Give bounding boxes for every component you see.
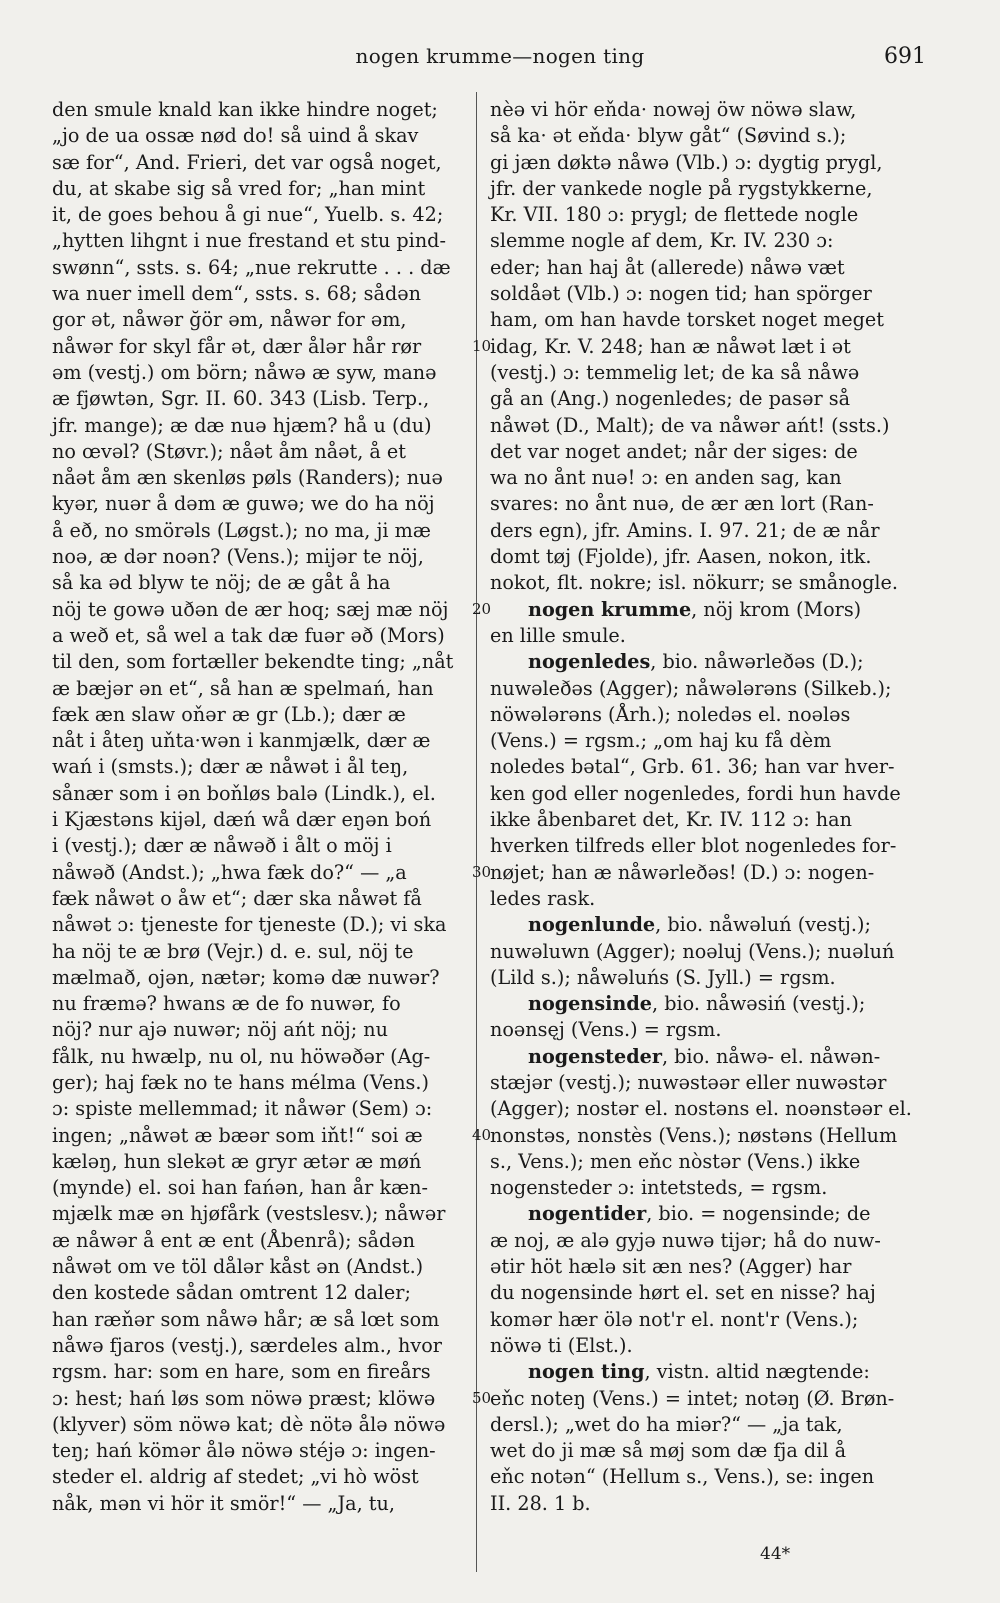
right-column-line: [490, 386, 930, 412]
page-number: 691: [884, 44, 926, 69]
left-column-line: nåwəð (Andst.); „hwa fæk do?“ — „a: [52, 860, 407, 884]
entry-text: ikke åbenbaret det, Kr. IV. 112 ɔ: han: [490, 808, 852, 832]
right-column-line: [490, 1491, 930, 1517]
entry-text: så ka· ət eňda· blyw gåt“ (Søvind s.);: [490, 124, 847, 148]
entry-line: [490, 1201, 930, 1227]
right-column-line: [490, 228, 930, 254]
right-column-line: [490, 518, 930, 544]
line-number: 20: [472, 599, 492, 618]
left-column-line: fæk æn slaw oňər æ gr (Lb.); dær æ: [52, 702, 406, 726]
entry-text: nuwəluwn (Agger); noəluj (Vens.); nuəluń: [490, 939, 895, 963]
right-column-line: [490, 939, 930, 965]
left-column-line: jfr. mange); æ dæ nuə hjæm? hå u (du): [52, 413, 432, 437]
right-column: [490, 97, 930, 1517]
right-column-line: [490, 702, 930, 728]
entry-headword: nogensinde: [528, 992, 652, 1016]
entry-text: nogensteder ɔ: intetsteds, = rgsm.: [490, 1176, 828, 1200]
entry-text: , bio. nåwərleðəs (D.);: [650, 650, 864, 674]
entry-text: soldåət (Vlb.) ɔ: nogen tid; han spörger: [490, 282, 872, 306]
line-number: 50: [472, 1388, 492, 1407]
left-column-line: æ bæjər ən et“, så han æ spelmań, han: [52, 676, 434, 700]
left-column-line: æ nåwər å ent æ ent (Åbenrå); sådən: [52, 1228, 415, 1252]
left-column-line: teŋ; hań kömər ålə nöwə stéjə ɔ: ingen-: [52, 1439, 436, 1463]
right-column-line: [490, 97, 930, 123]
line-number: 30: [472, 862, 492, 881]
left-column-line: ger); haj fæk no te hans mélma (Vens.): [52, 1070, 429, 1094]
right-column-line: [490, 255, 930, 281]
entry-text: , bio. nåwəsiń (vestj.);: [652, 992, 866, 1016]
right-column-line: [490, 1096, 930, 1122]
entry-text: , bio. nåwəluń (vestj.);: [655, 913, 871, 937]
entry-text: noənsęj (Vens.) = rgsm.: [490, 1018, 722, 1042]
entry-text: (Lild s.); nåwəluńs (S. Jyll.) = rgsm.: [490, 965, 836, 989]
left-column-line: nåwər for skyl får ət, dær ålər hår rør: [52, 334, 422, 358]
left-column-line: nåwə fjaros (vestj.), særdeles alm., hvor: [52, 1333, 442, 1357]
left-column-line: (klyver) söm nöwə kat; dè nötə ålə nöwə: [52, 1412, 446, 1436]
entry-text: nøjet; han æ nåwərleðəs! (D.) ɔ: nogen-: [490, 860, 875, 884]
left-column-line: så ka əd blyw te nöj; de æ gåt å ha: [52, 571, 391, 595]
left-column-line: noə, æ dər noən? (Vens.); mijər te nöj,: [52, 545, 424, 569]
line-number: 10: [472, 336, 492, 355]
left-column-line: nåt i åteŋ uňta·wən i kanmjælk, dær æ: [52, 729, 431, 753]
right-column-line: [490, 807, 930, 833]
right-column-line: [490, 965, 930, 991]
entry-text: (vestj.) ɔ: temmelig let; de ka så nåwə: [490, 360, 860, 384]
entry-text: nöwə ti (Elst.).: [490, 1333, 633, 1357]
entry-text: jfr. der vankede nogle på rygstykkerne,: [490, 176, 873, 200]
right-column-line: [490, 1149, 930, 1175]
entry-line: [490, 1359, 930, 1385]
left-column-line: nöj? nur ajə nuwər; nöj ańt nöj; nu: [52, 1018, 389, 1042]
entry-text: eňc notən“ (Hellum s., Vens.), se: ingen: [490, 1465, 875, 1489]
entry-text: noledes bətal“, Grb. 61. 36; han var hver-: [490, 755, 895, 779]
right-column-line: [490, 544, 930, 570]
right-column-line: [490, 570, 930, 596]
left-column-line: du, at skabe sig så vred for; „han mint: [52, 176, 426, 200]
left-column-line: nåk, mən vi hör it smör!“ — „Ja, tu,: [52, 1491, 395, 1515]
right-column-line: [490, 1228, 930, 1254]
right-column-line: [490, 754, 930, 780]
right-column-line: [490, 307, 930, 333]
left-column-line: ɔ: spiste mellemmad; it nåwər (Sem) ɔ:: [52, 1097, 433, 1121]
signature-mark: 44*: [760, 1544, 791, 1564]
right-column-line: [490, 886, 930, 912]
left-column-line: i Kjæstəns kijəl, dæń wå dær eŋən boń: [52, 808, 432, 832]
entry-text: nèə vi hör eňda· nowəj öw nöwə slaw,: [490, 98, 857, 121]
entry-line: [490, 912, 930, 938]
left-column-line: əm (vestj.) om börn; nåwə æ syw, manə: [52, 360, 437, 384]
left-column-line: til den, som fortæller bekendte ting; „nåt: [52, 650, 454, 674]
line-number: 40: [472, 1125, 492, 1144]
entry-line: [490, 991, 930, 1017]
right-column-line: [490, 491, 930, 517]
right-column-line: [490, 150, 930, 176]
right-column-line: [490, 465, 930, 491]
entry-text: idag, Kr. V. 248; han æ nåwət læt i ət: [490, 334, 851, 358]
entry-text: domt tøj (Fjolde), jfr. Aasen, nokon, itk.: [490, 545, 872, 569]
right-column-line: [490, 1017, 930, 1043]
entry-text: , bio. nåwə- el. nåwən-: [661, 1044, 881, 1068]
right-column-line: [490, 1175, 930, 1201]
entry-headword: nogenlunde: [528, 913, 656, 937]
entry-text: en lille smule.: [490, 623, 626, 647]
entry-headword: nogen ting: [528, 1360, 645, 1384]
entry-headword: nogenledes: [528, 650, 651, 674]
entry-text: wet do ji mæ så møj som dæ fja dil å: [490, 1439, 847, 1463]
right-column-line: [490, 1307, 930, 1333]
right-column-line: [490, 439, 930, 465]
entry-text: ham, om han havde torsket noget meget: [490, 308, 884, 332]
left-column-line: „jo de ua ossæ nød do! så uind å skav: [52, 124, 419, 148]
entry-text: komər hær ölə not'r el. nont'r (Vens.);: [490, 1307, 859, 1331]
running-head: [0, 44, 1000, 74]
left-column-line: (mynde) el. soi han fańən, han år kæn-: [52, 1176, 428, 1200]
entry-text: gå an (Ang.) nogenledes; de pasər så: [490, 387, 851, 411]
right-column-line: [490, 860, 930, 886]
entry-text: s., Vens.); men eňc nòstər (Vens.) ikke: [490, 1149, 861, 1173]
entry-headword: nogensteder: [528, 1044, 662, 1068]
left-column-line: kæləŋ, hun slekət æ gryr ætər æ møń: [52, 1149, 422, 1173]
right-column-line: [490, 676, 930, 702]
entry-text: ken god eller nogenledes, fordi hun havde: [490, 781, 901, 805]
right-column-line: [490, 833, 930, 859]
left-column-line: mælmað, ojən, nætər; komə dæ nuwər?: [52, 965, 440, 989]
right-column-line: [490, 1333, 930, 1359]
left-column-line: nöj te gowə uðən de ær hoq; sæj mæ nöj: [52, 597, 449, 621]
left-column-line: „hytten lihgnt i nue frestand et stu pind-: [52, 229, 446, 253]
left-column-line: æ fjøwtən, Sgr. II. 60. 343 (Lisb. Terp.,: [52, 387, 430, 411]
entry-text: eder; han haj åt (allerede) nåwə væt: [490, 255, 845, 279]
left-column-line: gor ət, nåwər ğör əm, nåwər for əm,: [52, 308, 407, 332]
right-column-line: [490, 1386, 930, 1412]
right-column-line: [490, 1254, 930, 1280]
left-column-line: rgsm. har: som en hare, som en fireårs: [52, 1360, 431, 1384]
entry-text: (Agger); nostər el. nostəns el. noənstəər el.: [490, 1097, 912, 1121]
right-column-line: [490, 176, 930, 202]
entry-text: wa no ånt nuə! ɔ: en anden sag, kan: [490, 466, 842, 490]
left-column-line: ha nöj te æ brø (Vejr.) d. e. sul, nöj te: [52, 939, 414, 963]
entry-line: [490, 597, 930, 623]
running-title: nogen krumme—nogen ting: [355, 44, 645, 68]
entry-text: eňc noteŋ (Vens.) = intet; notəŋ (Ø. Brøn-: [490, 1386, 895, 1410]
right-column-line: [490, 728, 930, 754]
entry-text: nonstəs, nonstès (Vens.); nøstəns (Hellum: [490, 1123, 898, 1147]
left-column-line: i (vestj.); dær æ nåwəð i ålt o möj i: [52, 834, 392, 858]
left-column-line: wa nuer imell dem“, ssts. s. 68; sådən: [52, 282, 421, 306]
right-column-line: [490, 1280, 930, 1306]
right-column-line: [490, 123, 930, 149]
entry-text: , bio. = nogensinde; de: [646, 1202, 871, 1226]
entry-text: dersl.); „wet do ha miər?“ — „ja tak,: [490, 1412, 843, 1436]
entry-text: (Vens.) = rgsm.; „om haj ku få dèm: [490, 729, 832, 753]
entry-text: det var noget andet; når der siges: de: [490, 439, 858, 463]
left-column-line: nåət åm æn skenløs pøls (Randers); nuə: [52, 466, 443, 490]
entry-text: ətir höt hælə sit æn nes? (Agger) har: [490, 1255, 852, 1279]
entry-text: slemme nogle af dem, Kr. IV. 230 ɔ:: [490, 229, 834, 253]
entry-line: [490, 1044, 930, 1070]
right-column-line: [490, 202, 930, 228]
left-column-line: ingen; „nåwət æ bæər som iňt!“ soi æ: [52, 1123, 423, 1147]
left-column-line: ɔ: hest; hań løs som nöwə præst; klöwə: [52, 1386, 436, 1410]
entry-line: [490, 649, 930, 675]
entry-text: nokot, flt. nokre; isl. nökurr; se smånogle.: [490, 571, 899, 595]
entry-text: hverken tilfreds eller blot nogenledes for-: [490, 834, 897, 858]
left-column-line: no œvəl? (Støvr.); nåət åm nåət, å et: [52, 439, 407, 463]
left-column-line: nåwət om ve töl dålər kåst ən (Andst.): [52, 1255, 424, 1279]
entry-text: ders egn), jfr. Amins. I. 97. 21; de æ når: [490, 518, 880, 542]
right-column-line: [490, 360, 930, 386]
right-column-line: [490, 1123, 930, 1149]
right-column-line: [490, 413, 930, 439]
left-column-line: wań i (smsts.); dær æ nåwət i ål teŋ,: [52, 755, 409, 779]
left-column-line: fålk, nu hwælp, nu ol, nu höwəðər (Ag-: [52, 1044, 431, 1068]
left-column-line: fæk nåwət o åw et“; dær ska nåwət få: [52, 886, 422, 910]
entry-text: gi jæn døktə nåwə (Vlb.) ɔ: dygtig prygl,: [490, 150, 883, 174]
left-column-line: mjælk mæ ən hjøfårk (vestslesv.); nåwər: [52, 1202, 446, 1226]
right-column-line: [490, 1464, 930, 1490]
entry-text: nåwət (D., Malt); de va nåwər ańt! (ssts.): [490, 413, 890, 437]
left-column-line: nåwət ɔ: tjeneste for tjeneste (D.); vi ska: [52, 913, 447, 937]
column-divider: [476, 92, 477, 1572]
left-column-line: nu fræmə? hwans æ de fo nuwər, fo: [52, 992, 401, 1016]
right-column-line: [490, 623, 930, 649]
left-column-line: sæ for“, And. Frieri, det var også noget,: [52, 150, 442, 174]
entry-text: , nöj krom (Mors): [691, 597, 862, 621]
left-column-line: sånær som i ən boňløs balə (Lindk.), el.: [52, 781, 436, 805]
right-column-line: [490, 334, 930, 360]
left-column-line: den smule knald kan ikke hindre noget;: [52, 98, 438, 121]
entry-headword: nogen krumme: [528, 597, 692, 621]
right-column-line: [490, 281, 930, 307]
entry-text: II. 28. 1 b.: [490, 1491, 591, 1515]
left-column-line: a weð et, så wel a tak dæ fuər əð (Mors): [52, 623, 445, 647]
entry-text: stæjər (vestj.); nuwəstəər eller nuwəstər: [490, 1070, 887, 1094]
left-column-line: den kostede sådan omtrent 12 daler;: [52, 1281, 411, 1305]
left-column: [52, 97, 462, 1517]
entry-text: svares: no ånt nuə, de ær æn lort (Ran-: [490, 492, 874, 516]
entry-text: ledes rask.: [490, 886, 596, 910]
left-column-line: kyər, nuər å dəm æ guwə; we do ha nöj: [52, 492, 435, 516]
entry-text: nuwəleðəs (Agger); nåwələrəns (Silkeb.);: [490, 676, 892, 700]
entry-headword: nogentider: [528, 1202, 647, 1226]
right-column-line: [490, 1412, 930, 1438]
entry-text: du nogensinde hørt el. set en nisse? haj: [490, 1281, 876, 1305]
entry-text: , vistn. altid nægtende:: [644, 1360, 870, 1384]
left-column-line: swønn“, ssts. s. 64; „nue rekrutte . . . dæ: [52, 255, 451, 279]
right-column-line: [490, 1438, 930, 1464]
left-column-line: steder el. aldrig af stedet; „vi hò wöst: [52, 1465, 419, 1489]
entry-text: Kr. VII. 180 ɔ: prygl; de flettede nogle: [490, 203, 859, 227]
right-column-line: [490, 781, 930, 807]
entry-text: nöwələrəns (Årh.); noledəs el. noələs: [490, 702, 851, 726]
left-column-line: it, de goes behou å gi nue“, Yuelb. s. 42;: [52, 203, 444, 227]
entry-text: æ noj, æ alə gyjə nuwə tijər; hå do nuw-: [490, 1228, 881, 1252]
left-column-line: å eð, no smörəls (Løgst.); no ma, ji mæ: [52, 518, 431, 542]
right-column-line: [490, 1070, 930, 1096]
left-column-line: han ræňər som nåwə hår; æ så lœt som: [52, 1307, 440, 1331]
